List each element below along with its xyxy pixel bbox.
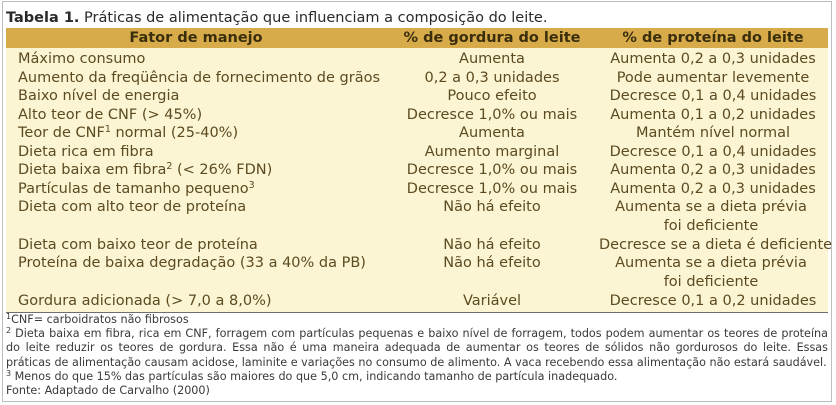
row-fat: Variável [462, 292, 522, 309]
row-factor: Aumento da freqüência de fornecimento de grãos [18, 69, 381, 86]
caption-text: Práticas de alimentação que influenciam a composição do leite. [79, 10, 548, 26]
footnote-1-text: CNF= carboidratos não fibrosos [11, 313, 189, 326]
row-protein: Aumenta se a dieta prévia foi deficiente [615, 255, 807, 290]
row-protein: Aumenta 0,2 a 0,3 unidades [610, 162, 816, 178]
footnote-3 [6, 370, 828, 384]
row-fat: Aumenta [459, 125, 525, 141]
row-factor: Dieta com alto teor de proteína [18, 199, 247, 215]
row-protein: Decresce 0,1 a 0,4 unidades [609, 88, 817, 104]
row-factor: Proteína de baixa degradação (33 a 40% da PB) [18, 255, 366, 271]
row-protein: Aumenta 0,2 a 0,3 unidades [610, 51, 816, 67]
row-fat: Decresce 1,0% ou mais [406, 106, 578, 123]
footnote-1 [6, 313, 828, 327]
row-fat: Decresce 1,0% ou mais [406, 162, 578, 178]
row-factor [18, 180, 388, 199]
row-factor [18, 124, 388, 143]
footnote-marker: 2 [166, 161, 173, 172]
table-header [6, 28, 828, 48]
source-note: Fonte: Adaptado de Carvalho (2000) [6, 384, 210, 398]
footnote-2 [6, 327, 828, 370]
footnote-2-marker: 2 [6, 326, 12, 336]
row-factor: Dieta com baixo teor de proteína [18, 236, 258, 253]
table-caption [6, 8, 828, 28]
row-factor: Máximo consumo [18, 51, 146, 67]
row-factor-text: Partículas de tamanho pequeno [18, 180, 249, 197]
footnote-2-text: Dieta baixa em fibra, rica em CNF, forragem com partículas pequenas e baixo nível de forragem, todos podem aumentar os teores de proteína do leite reduzir os teores de gordura. Essa não é uma maneira adequada de aumentar os teores de sólidos não gordurosos do leite. Essas práticas de alimentação causam acidose, laminite e variações no consumo de alimento. A vaca recebendo essa alimentação não estará saudável. [6, 327, 828, 369]
row-fat: 0,2 a 0,3 unidades [424, 69, 560, 86]
header-fat: % de gordura do leite [403, 30, 581, 46]
footnote-marker: 1 [104, 124, 111, 135]
row-protein: Aumenta se a dieta prévia foi deficiente [615, 199, 807, 234]
row-factor-text: Teor de CNF [18, 125, 105, 141]
row-protein: Aumenta 0,1 a 0,2 unidades [610, 106, 816, 123]
row-fat: Pouco efeito [447, 88, 537, 104]
footnote-3-marker: 3 [6, 368, 12, 378]
footnote-3-text: Menos do que 15% das partículas são maiores do que 5,0 cm, indicando tamanho de partícula inadequado. [11, 369, 618, 383]
table-body [6, 48, 833, 312]
footnote-1-marker: 1 [6, 312, 12, 321]
caption-label: Tabela 1. [6, 10, 80, 26]
row-protein: Decresce 0,1 a 0,4 unidades [609, 143, 817, 160]
row-factor: Gordura adicionada (> 7,0 a 8,0%) [18, 292, 272, 309]
footnotes [6, 313, 828, 398]
row-fat: Aumento marginal [424, 143, 560, 160]
header-factor: Fator de manejo [129, 30, 263, 46]
row-factor-tail: (< 26% FDN) [172, 162, 273, 178]
row-fat: Não há efeito [443, 199, 541, 215]
row-factor-text: Dieta baixa em fibra [18, 162, 167, 178]
row-fat: Não há efeito [443, 236, 541, 253]
row-fat: Aumenta [459, 51, 525, 67]
row-factor: Baixo nível de energia [18, 88, 180, 104]
row-protein: Pode aumentar levemente [616, 69, 810, 86]
row-factor: Dieta rica em fibra [18, 143, 154, 160]
header-protein: % de proteína do leite [622, 30, 804, 46]
row-factor [18, 161, 388, 180]
row-protein: Decresce se a dieta é deficiente [599, 236, 833, 253]
row-factor-tail: normal (25-40%) [110, 125, 239, 141]
row-protein: Decresce 0,1 a 0,2 unidades [609, 292, 817, 309]
row-protein: Aumenta 0,2 a 0,3 unidades [610, 180, 816, 197]
row-fat: Decresce 1,0% ou mais [406, 180, 578, 197]
footnote-marker: 3 [248, 179, 255, 191]
row-fat: Não há efeito [443, 255, 541, 271]
row-factor: Alto teor de CNF (> 45%) [18, 106, 203, 123]
row-protein: Mantém nível normal [635, 125, 791, 141]
